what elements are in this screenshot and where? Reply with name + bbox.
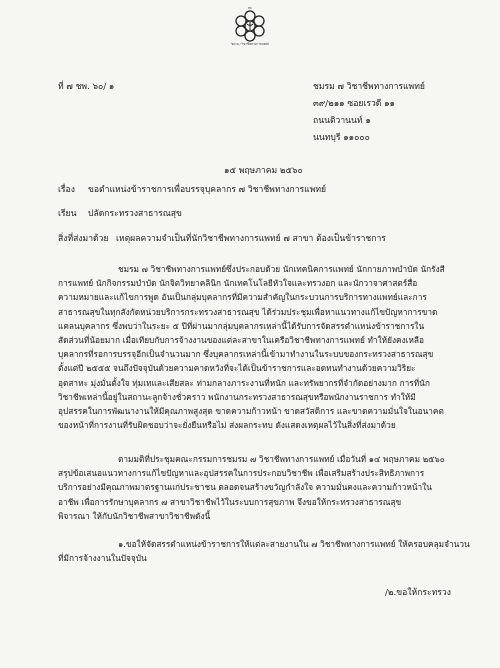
sender-address-line-2: ถนนติวานนท์ ๑	[313, 116, 371, 126]
paragraph-1-line: ชมรม ๗ วิชาชีพทางการแพทย์ซึ่งประกอบด้วย นักเทคนิคการแพทย์ นักกายภาพบำบัด นักรังสี	[118, 264, 445, 274]
paragraph-2-line: พิจารณา ให้กับนักวิชาชีพสาขาวิชาชีพดังนี้	[58, 510, 211, 521]
paragraph-3-line: ที่มีการจ้างงานในปัจจุบัน	[58, 553, 147, 564]
paragraph-3-line: ๑.ขอให้จัดสรรตำแหน่งข้าราชการให้แต่ละสายงานใน ๗ วิชาชีพทางการแพทย์ ให้ครอบคลุมจำนวน	[118, 539, 470, 549]
paragraph-1-line: อุปสรรคในการพัฒนางานให้มีคุณภาพสูงสุด ขาดความก้าวหน้า ขาดสวัสดิการ และขาดความมั่นใจในอนาคต	[58, 406, 444, 417]
flower-emblem-icon	[234, 10, 266, 42]
paragraph-1-line: การแพทย์ นักกิจกรรมบำบัด นักจิตวิทยาคลินิก นักเทคโนโลยีหัวใจและทรวงอก และนักวาจาศาสตร์สื่อ	[58, 278, 418, 289]
recipient-label: เรียน	[58, 209, 77, 219]
paragraph-1-line: สัดส่วนที่น้อยมาก เมื่อเทียบกับการจ้างงานของแต่ละสาขาในเครือวิชาชีพทางการแพทย์ ทำให้ยังคงเหลือ	[58, 335, 424, 346]
paragraph-1-line: อุตสาหะ มุ่งมั่นตั้งใจ ทุ่มเทและเสียสละ ท่ามกลางภาระงานที่หนัก และทรัพยากรที่จำกัดอย่างมาก การที่นัก	[58, 377, 430, 388]
logo-top-text: รพ.	[247, 6, 253, 10]
body-paragraph-2	[58, 452, 458, 523]
paragraph-2-line: สรุปข้อเสนอแนวทางการแก้ไขปัญหาและอุปสรรคในการประกอบวิชาชีพ เพื่อเสริมสร้างประสิทธิภาพการ	[58, 468, 425, 479]
sender-address-line-3: นนทบุรี ๑๑๐๐๐	[313, 133, 370, 143]
subject-text: ขอตำแหน่งข้าราชการเพื่อบรรจุบุคลากร ๗ วิชาชีพทางการแพทย์	[88, 185, 327, 195]
letter-date: ๑๕ พฤษภาคม ๒๕๖๐	[224, 166, 303, 176]
body-paragraph-1	[58, 262, 458, 432]
sender-name: ชมรม ๗ วิชาชีพทางการแพทย์	[313, 82, 425, 92]
paragraph-1-line: ตั้งแต่ปี ๒๕๕๕ จนถึงปัจจุบันด้วยความคาดหวังที่จะได้เป็นข้าราชการและอดทนทำงานด้วยความวิริยะ	[58, 363, 416, 374]
subject-label: เรื่อง	[58, 185, 75, 195]
paragraph-1-line: แคลนบุคลากร ซึ่งพบว่าในระยะ ๕ ปีที่ผ่านมากลุ่มบุคลากรเหล่านี้ได้รับการจัดสรรตำแหน่งข้าราชการใน	[58, 320, 425, 331]
paragraph-1-line: ความหมายและแก้ไขการพูด อันเป็นกลุ่มบุคลากรที่มีความสำคัญในกระบวนการบริการทางแพทย์และการ	[58, 292, 427, 303]
paragraph-2-line: อาชีพ เพื่อการรักษาบุคลากร ๗ สาขาวิชาชีพไว้ในระบบการสุขภาพ จึงขอให้กระทรวงสาธารณสุข	[58, 496, 402, 507]
enclosure-text: เหตุผลความจำเป็นที่นักวิชาชีพทางการแพทย์ ๗ สาขา ต้องเป็นข้าราชการ	[116, 234, 386, 244]
organization-logo	[230, 6, 270, 50]
letter-number: ที่ ๗ ชพ. ๖๐/ ๑	[58, 82, 115, 92]
paragraph-1-line: วิชาชีพเหล่านี้อยู่ในสถานะลูกจ้างชั่วคราว พนักงานกระทรวงสาธารณสุขหรือพนักงานราชการ ทำให้มี	[58, 391, 416, 402]
body-paragraph-3	[58, 537, 470, 565]
continuation-marker: /๒.ขอให้กระทรวง	[385, 588, 451, 598]
recipient-text: ปลัดกระทรวงสาธารณสุข	[88, 209, 182, 219]
paragraph-1-line: ของหน้าที่การงานที่รับผิดชอบว่าจะยั่งยืนหรือไม่ ส่งผลกระทบ ดังแสดงเหตุผลไว้ในสิ่งที่ส่งมาด้วย	[58, 420, 396, 431]
paragraph-1-line: สาธารณสุขในทุกสังกัดหน่วยบริการกระทรวงสาธารณสุข ได้ร่วมประชุมเพื่อหาแนวทางแก้ไขปัญหาการขาด	[58, 306, 438, 317]
logo-bottom-text: ชมรม / วิชาชีพทางการแพทย์	[231, 42, 269, 46]
paragraph-1-line: บุคลากรที่รอการบรรจุอีกเป็นจำนวนมาก ซึ่งบุคลากรเหล่านี้เข้ามาทำงานในระบบของกระทรวงสาธารณสุข	[58, 349, 434, 360]
enclosure-label: สิ่งที่ส่งมาด้วย	[58, 234, 109, 244]
paragraph-2-line: ตามมติที่ประชุมคณะกรรมการชมรม ๗ วิชาชีพทางการแพทย์ เมื่อวันที่ ๑๔ พฤษภาคม ๒๕๖๐	[118, 454, 445, 464]
sender-address-line-1: ๓๙/๒๑๑ ซอยเรวดี ๑๑	[313, 99, 396, 109]
paragraph-2-line: บริการอย่างมีคุณภาพมาตรฐานแก่ประชาชน ตลอดจนสร้างขวัญกำลังใจ ความมั่นคงและความก้าวหน้าใน	[58, 482, 432, 493]
